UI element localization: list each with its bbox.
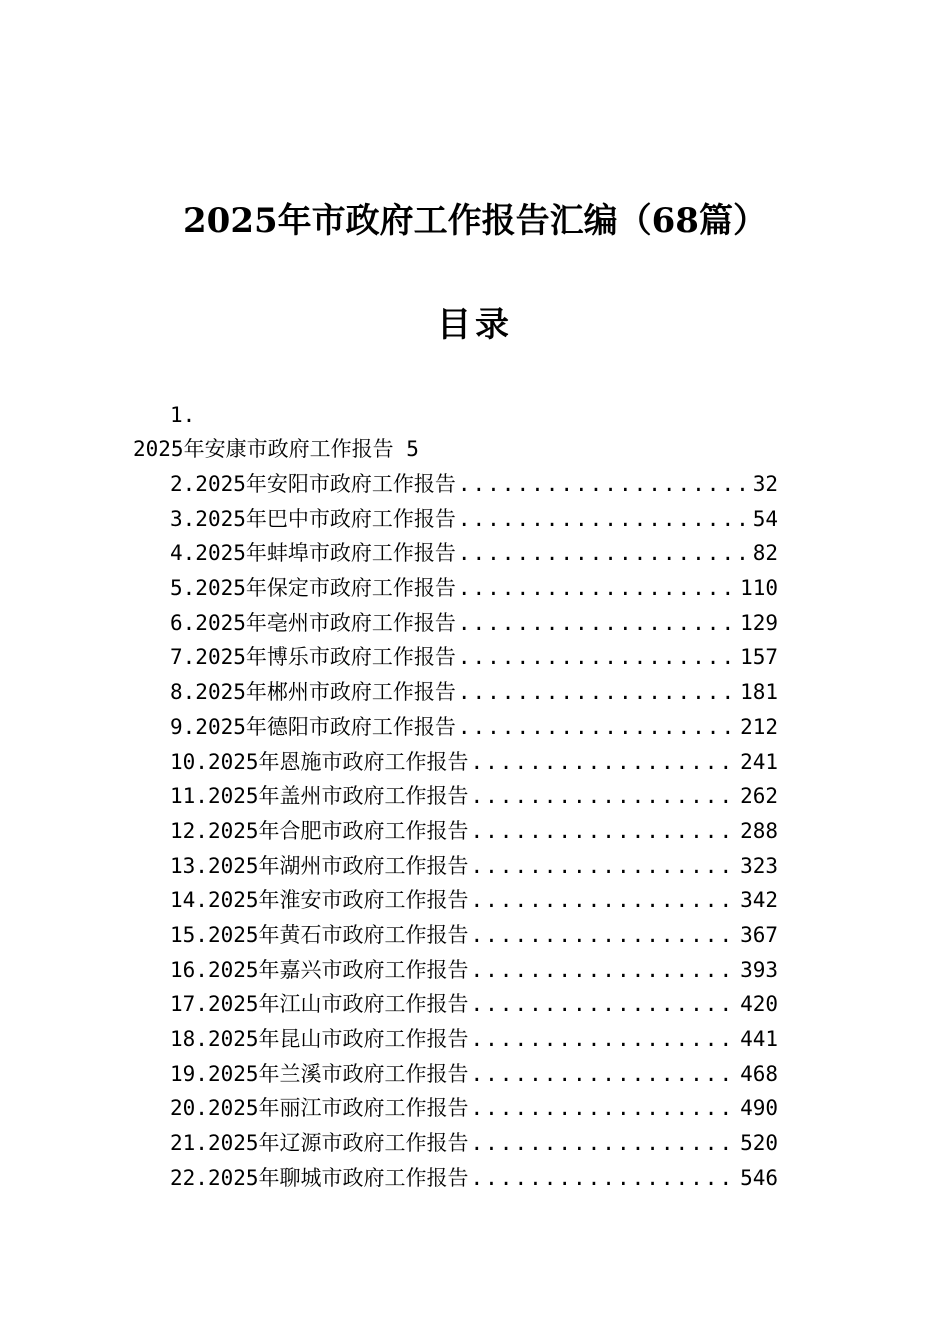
toc-entry-number: 19. xyxy=(170,1061,208,1086)
toc-entry-title: 2025年湖州市政府工作报告 xyxy=(207,853,469,878)
toc-dot-leader xyxy=(471,987,739,1022)
toc-entry-number: 5. xyxy=(170,576,196,601)
toc-entry[interactable] xyxy=(170,467,778,502)
toc-entry[interactable] xyxy=(170,814,778,849)
toc-entry[interactable] xyxy=(170,849,778,884)
toc-entry-page-number: 129 xyxy=(740,610,778,635)
toc-entry-page-number: 520 xyxy=(740,1131,778,1156)
toc-entry[interactable] xyxy=(170,953,778,988)
toc-entry-title: 2025年昆山市政府工作报告 xyxy=(207,1027,469,1051)
toc-entry-title: 2025年江山市政府工作报告 xyxy=(207,992,469,1017)
toc-entry-page-number: 441 xyxy=(740,1027,778,1051)
toc-entry-page-number: 468 xyxy=(740,1061,778,1086)
toc-entry-page-number: 420 xyxy=(740,992,778,1017)
toc-entry-1-text[interactable]: 2025年安康市政府工作报告 5 xyxy=(133,437,419,461)
toc-entry-title: 2025年淮安市政府工作报告 xyxy=(207,888,469,913)
toc-entry-number: 4. xyxy=(170,541,196,566)
toc-entry-number: 16. xyxy=(170,957,208,982)
toc-entry-number: 12. xyxy=(170,818,208,843)
toc-entry-page-number: 32 xyxy=(752,472,778,496)
toc-dot-leader xyxy=(471,1022,739,1057)
toc-entry[interactable] xyxy=(170,710,778,745)
document-title: 2025年市政府工作报告汇编（68篇） xyxy=(183,201,767,241)
toc-entry-page-number: 54 xyxy=(752,506,778,531)
toc-dot-leader xyxy=(471,814,739,849)
toc-entry-number: 3. xyxy=(170,506,196,531)
toc-entry-title: 2025年辽源市政府工作报告 xyxy=(207,1131,469,1156)
toc-dot-leader xyxy=(458,467,751,502)
toc-list xyxy=(170,467,778,1195)
toc-entry[interactable] xyxy=(170,502,778,537)
toc-entry-title: 2025年嘉兴市政府工作报告 xyxy=(207,957,469,982)
toc-entry-title: 2025年合肥市政府工作报告 xyxy=(207,818,469,843)
toc-entry-number: 6. xyxy=(170,610,196,635)
toc-entry-title: 2025年盖州市政府工作报告 xyxy=(207,784,469,809)
toc-entry-page-number: 82 xyxy=(752,541,778,566)
toc-dot-leader xyxy=(471,1091,739,1126)
toc-dot-leader xyxy=(458,571,738,606)
toc-entry-number: 21. xyxy=(170,1131,208,1156)
toc-entry-title: 2025年聊城市政府工作报告 xyxy=(207,1165,469,1190)
toc-dot-leader xyxy=(471,1057,739,1092)
toc-entry-number: 13. xyxy=(170,853,208,878)
toc-entry-page-number: 342 xyxy=(740,888,778,913)
toc-dot-leader xyxy=(471,883,739,918)
toc-entry-number: 11. xyxy=(170,784,208,809)
toc-entry-page-number: 110 xyxy=(740,576,778,601)
toc-entry[interactable] xyxy=(170,640,778,675)
toc-entry-page-number: 157 xyxy=(740,645,778,670)
toc-entry-title: 2025年博乐市政府工作报告 xyxy=(195,645,456,670)
toc-entry-title: 2025年兰溪市政府工作报告 xyxy=(207,1061,469,1086)
toc-entry-page-number: 393 xyxy=(740,957,778,982)
toc-dot-leader xyxy=(458,536,751,571)
toc-entry-page-number: 546 xyxy=(740,1165,778,1190)
toc-dot-leader xyxy=(458,640,738,675)
toc-entry-number: 7. xyxy=(170,645,196,670)
toc-entry-page-number: 262 xyxy=(740,784,778,809)
toc-entry-page-number: 181 xyxy=(740,680,778,705)
toc-entry[interactable] xyxy=(170,606,778,641)
toc-dot-leader xyxy=(458,502,751,537)
toc-entry-title: 2025年保定市政府工作报告 xyxy=(195,576,456,601)
toc-entry[interactable] xyxy=(170,675,778,710)
toc-dot-leader xyxy=(471,849,739,884)
toc-entry-page-number: 288 xyxy=(740,818,778,843)
toc-entry-number: 22. xyxy=(170,1165,208,1190)
toc-entry-number: 18. xyxy=(170,1027,208,1051)
toc-entry-title: 2025年郴州市政府工作报告 xyxy=(195,680,456,705)
toc-entry[interactable] xyxy=(170,1091,778,1126)
toc-entry[interactable] xyxy=(170,779,778,814)
toc-entry-title: 2025年黄石市政府工作报告 xyxy=(207,922,469,947)
toc-entry[interactable] xyxy=(170,571,778,606)
toc-entry-page-number: 323 xyxy=(740,853,778,878)
toc-entry-number: 10. xyxy=(170,749,208,774)
toc-entry[interactable] xyxy=(170,745,778,780)
toc-entry[interactable] xyxy=(170,1057,778,1092)
toc-entry[interactable] xyxy=(170,1126,778,1161)
toc-entry-title: 2025年亳州市政府工作报告 xyxy=(195,610,456,635)
toc-entry-number: 9. xyxy=(170,714,196,739)
toc-entry-title: 2025年安阳市政府工作报告 xyxy=(195,472,456,496)
toc-entry-title: 2025年德阳市政府工作报告 xyxy=(195,714,456,739)
toc-entry-title: 2025年丽江市政府工作报告 xyxy=(207,1096,469,1121)
toc-dot-leader xyxy=(471,953,739,988)
toc-dot-leader xyxy=(471,779,739,814)
toc-entry-number: 17. xyxy=(170,992,208,1017)
toc-dot-leader xyxy=(471,1126,739,1161)
toc-entry-title: 2025年巴中市政府工作报告 xyxy=(195,506,456,531)
toc-heading: 目录 xyxy=(437,305,513,345)
toc-entry[interactable] xyxy=(170,987,778,1022)
toc-entry-page-number: 367 xyxy=(740,922,778,947)
toc-entry-number: 14. xyxy=(170,888,208,913)
toc-entry-page-number: 241 xyxy=(740,749,778,774)
toc-entry-title: 2025年恩施市政府工作报告 xyxy=(207,749,469,774)
toc-entry-number: 8. xyxy=(170,680,196,705)
toc-entry[interactable] xyxy=(170,536,778,571)
toc-entry-page-number: 490 xyxy=(740,1096,778,1121)
toc-dot-leader xyxy=(471,918,739,953)
toc-entry[interactable] xyxy=(170,918,778,953)
toc-entry-1-number[interactable]: 1. xyxy=(170,403,196,427)
toc-entry-title: 2025年蚌埠市政府工作报告 xyxy=(195,541,456,566)
toc-entry[interactable] xyxy=(170,1161,778,1196)
toc-entry-page-number: 212 xyxy=(740,714,778,739)
toc-entry[interactable] xyxy=(170,1022,778,1057)
toc-dot-leader xyxy=(471,745,739,780)
toc-dot-leader xyxy=(458,675,738,710)
toc-entry[interactable] xyxy=(170,883,778,918)
toc-dot-leader xyxy=(458,606,738,641)
toc-dot-leader xyxy=(458,710,738,745)
toc-entry-number: 2. xyxy=(170,472,196,496)
toc-dot-leader xyxy=(471,1161,739,1196)
toc-entry-number: 15. xyxy=(170,922,208,947)
toc-entry-number: 20. xyxy=(170,1096,208,1121)
